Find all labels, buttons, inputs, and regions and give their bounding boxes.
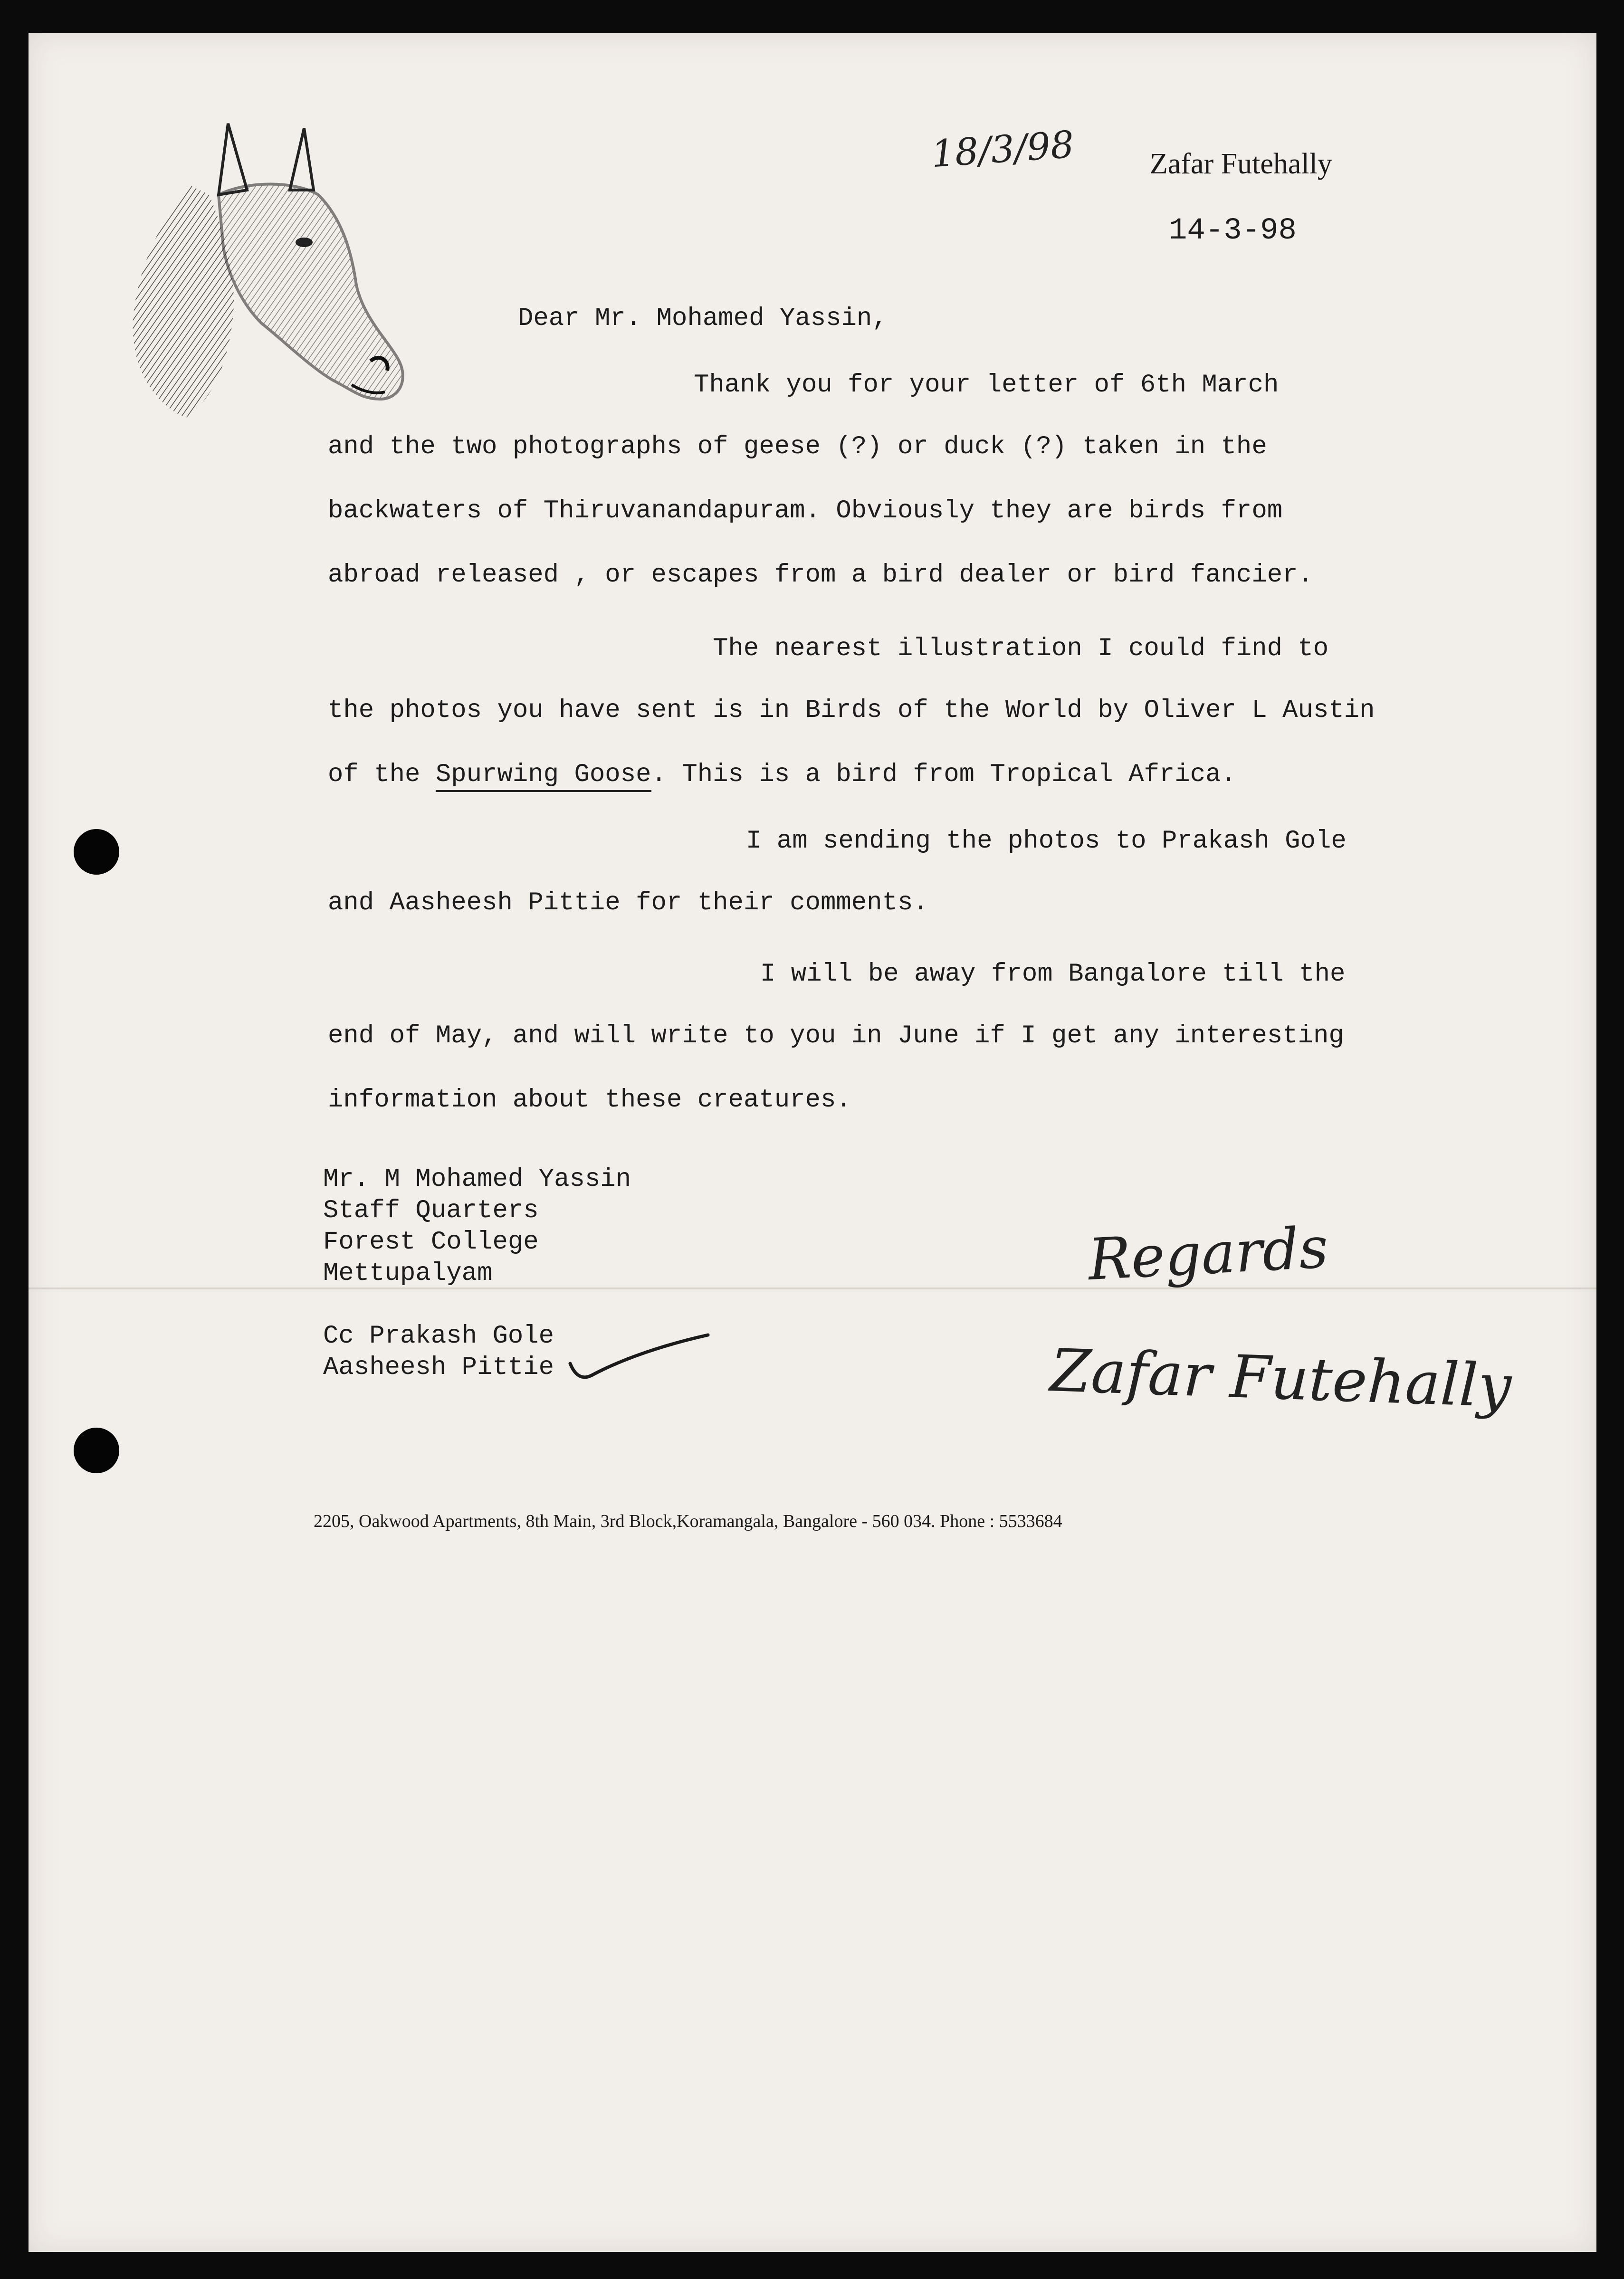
address-line: Mettupalyam (323, 1259, 493, 1288)
paragraph-4-line-3: information about these creatures. (328, 1086, 851, 1115)
paragraph-1-line-1: Thank you for your letter of 6th March (694, 371, 1279, 400)
cc-line: Cc Prakash Gole (323, 1322, 554, 1351)
horse-head-logo-icon (105, 95, 447, 437)
paragraph-2-line-3 (328, 760, 1236, 789)
punch-hole (74, 829, 119, 875)
cc-line: Aasheesh Pittie (323, 1353, 554, 1382)
address-line: Mr. M Mohamed Yassin (323, 1165, 631, 1194)
paragraph-1-line-4: abroad released , or escapes from a bird dealer or bird fancier. (328, 561, 1313, 590)
checkmark-icon (565, 1330, 717, 1387)
letterhead-footer-address: 2205, Oakwood Apartments, 8th Main, 3rd Block,Koramangala, Bangalore - 560 034. Phone : 5533684 (314, 1511, 1062, 1531)
recipient-address-block (323, 1164, 631, 1289)
paragraph-1-line-2: and the two photographs of geese (?) or duck (?) taken in the (328, 432, 1267, 461)
paragraph-2-line-1: The nearest illustration I could find to (713, 634, 1329, 663)
handwritten-received-note: 18/3/98 (930, 123, 1076, 176)
salutation: Dear Mr. Mohamed Yassin, (518, 304, 888, 333)
handwritten-signature: Zafar Futehally (1049, 1336, 1513, 1421)
address-line: Staff Quarters (323, 1196, 539, 1225)
address-line: Forest College (323, 1228, 539, 1257)
paragraph-2-line-2: the photos you have sent is in Birds of the World by Oliver L Austin (328, 696, 1375, 725)
letterhead-name: Zafar Futehally (1150, 148, 1332, 180)
punch-hole (74, 1428, 119, 1473)
paragraph-4-line-1: I will be away from Bangalore till the (760, 960, 1346, 989)
paragraph-2-line-3-after: . This is a bird from Tropical Africa. (651, 760, 1236, 789)
handwritten-closing: Regards (1086, 1214, 1330, 1294)
paragraph-1-line-3: backwaters of Thiruvanandapuram. Obviously they are birds from (328, 496, 1283, 525)
paper-fold (29, 1287, 1596, 1289)
cc-block (323, 1321, 554, 1383)
paragraph-3-line-2: and Aasheesh Pittie for their comments. (328, 888, 928, 917)
paragraph-3-line-1: I am sending the photos to Prakash Gole (746, 827, 1347, 856)
paragraph-2-line-3-before: of the (328, 760, 436, 789)
underlined-species-name: Spurwing Goose (436, 760, 651, 792)
paragraph-4-line-2: end of May, and will write to you in June if I get any interesting (328, 1021, 1344, 1050)
letter-date: 14-3-98 (1169, 214, 1297, 248)
letter-page (29, 33, 1596, 2252)
